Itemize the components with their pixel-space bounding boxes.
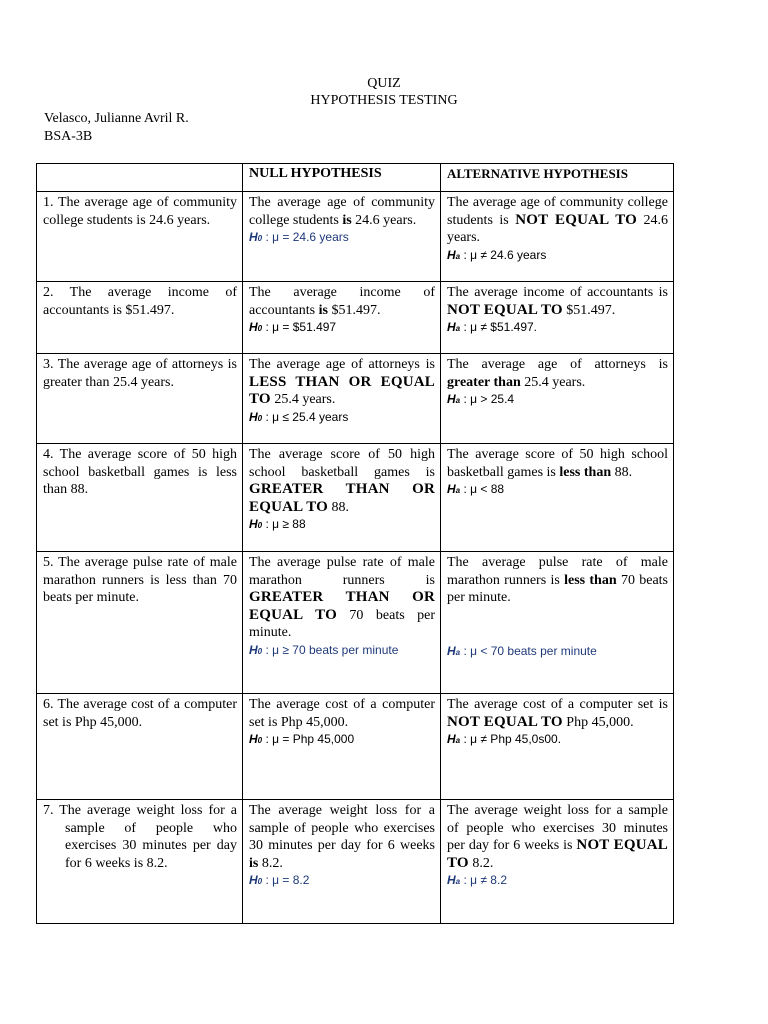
null-text: The average weight loss for a sample of people who exercises 30 minutes per day for 6 weeks: [249, 803, 435, 853]
hypothesis-subscript: 0: [257, 521, 263, 530]
hypothesis-symbol: H: [447, 482, 456, 496]
table-row: [37, 552, 674, 694]
table-header-row: [37, 164, 674, 192]
alternative-hypothesis-cell: [441, 552, 674, 694]
alt-hypothesis-formula: [447, 391, 668, 409]
alt-text: The average age of community college students is: [447, 195, 668, 228]
alternative-hypothesis-cell: [441, 282, 674, 354]
alternative-hypothesis-cell: [441, 354, 674, 444]
null-emphasis: is: [249, 855, 259, 871]
alt-hypothesis-formula: [447, 247, 668, 265]
alt-emphasis: less than: [564, 572, 617, 588]
table-row: [37, 800, 674, 924]
statement-cell: [37, 192, 243, 282]
formula-text: μ = 8.2: [272, 873, 310, 887]
null-text: The average income of accountants: [249, 285, 435, 318]
alt-text-end: 24.6 years.: [447, 212, 669, 245]
hypothesis-table: [36, 163, 674, 924]
null-hypothesis-cell: [243, 282, 441, 354]
hypothesis-subscript: a: [455, 396, 461, 405]
hypothesis-symbol: H: [249, 732, 258, 746]
null-hypothesis-formula: [249, 409, 435, 427]
statement-text: 3. The average age of attorneys is greater than 25.4 years.: [43, 357, 237, 390]
hypothesis-subscript: 0: [257, 413, 263, 423]
hypothesis-symbol: H: [249, 230, 258, 244]
alt-emphasis: greater than: [447, 374, 521, 390]
null-text: The average age of attorneys is: [249, 357, 435, 372]
null-hypothesis-cell: [243, 444, 441, 552]
hypothesis-subscript: a: [455, 736, 461, 745]
statement-cell: [37, 800, 243, 924]
formula-text: μ ≠ Php 45,0s00.: [470, 732, 562, 746]
alt-hypothesis-formula: [447, 319, 668, 337]
statement-cell: [37, 444, 243, 552]
alternative-hypothesis-cell: [441, 444, 674, 552]
student-name: Velasco, Julianne Avril R.: [44, 111, 189, 126]
alternative-hypothesis-cell: [441, 192, 674, 282]
statement-cell: [37, 694, 243, 800]
null-text: The average age of community college students: [249, 195, 435, 228]
statement-text: 4. The average score of 50 high school basketball games is less than 88.: [43, 447, 237, 497]
page-title: QUIZ: [367, 76, 401, 91]
hypothesis-symbol: H: [447, 320, 456, 334]
alt-emphasis: NOT EQUAL TO: [515, 211, 638, 228]
null-emphasis: is: [318, 302, 328, 318]
null-hypothesis-formula: [249, 642, 435, 660]
null-hypothesis-formula: [249, 731, 435, 749]
null-hypothesis-cell: [243, 552, 441, 694]
null-hypothesis-formula: [249, 872, 435, 890]
alt-text: The average score of 50 high school basketball games is: [447, 447, 668, 480]
null-text-end: 8.2.: [258, 855, 283, 871]
hypothesis-subscript: 0: [257, 324, 263, 333]
hypothesis-symbol: H: [249, 873, 258, 887]
alt-hypothesis-formula: [447, 643, 668, 661]
page-subtitle: HYPOTHESIS TESTING: [310, 93, 458, 108]
alt-emphasis: less than: [559, 464, 612, 480]
alt-hypothesis-formula: [447, 481, 668, 499]
formula-separator: :: [262, 642, 273, 657]
hypothesis-symbol: H: [447, 732, 456, 746]
hypothesis-symbol: H: [249, 642, 258, 657]
alt-hypothesis-formula: [447, 872, 668, 890]
alt-emphasis: NOT EQUAL TO: [447, 837, 668, 871]
null-text-end: 88.: [328, 499, 349, 515]
formula-separator: :: [262, 732, 273, 746]
hypothesis-subscript: 0: [257, 646, 263, 656]
formula-text: μ ≠ $51.497.: [470, 320, 538, 334]
null-hypothesis-formula: [249, 516, 435, 534]
null-text-end: 70 beats per minute.: [249, 607, 435, 640]
hypothesis-symbol: H: [249, 517, 258, 531]
alt-text: The average weight loss for a sample of people who exercises 30 minutes per day for 6 weeks is: [447, 803, 668, 853]
statement-text: 7. The average weight loss for a sample of people who exercises 30 minutes per day for 6 weeks is 8.2.: [43, 803, 237, 871]
null-emphasis: is: [342, 212, 352, 228]
hypothesis-subscript: a: [455, 251, 461, 261]
hypothesis-symbol: H: [447, 392, 456, 406]
null-hypothesis-cell: [243, 694, 441, 800]
formula-separator: :: [262, 409, 273, 424]
hypothesis-symbol: H: [249, 320, 258, 334]
alt-text-end: 8.2.: [468, 855, 494, 871]
null-hypothesis-cell: [243, 800, 441, 924]
formula-text: μ ≠ 8.2: [470, 873, 507, 887]
alternative-hypothesis-cell: [441, 800, 674, 924]
table-row: [37, 444, 674, 552]
alt-emphasis: NOT EQUAL TO: [447, 713, 563, 730]
alt-text-end: 25.4 years.: [520, 374, 586, 390]
header-alternative: ALTERNATIVE HYPOTHESIS: [441, 164, 674, 192]
null-hypothesis-formula: [249, 229, 435, 247]
statement-text: 5. The average pulse rate of male marathon runners is less than 70 beats per minute.: [43, 555, 237, 605]
null-text: The average score of 50 high school basketball games is: [249, 447, 435, 480]
table-row: [37, 354, 674, 444]
statement-cell: [37, 282, 243, 354]
alternative-hypothesis-cell: [441, 694, 674, 800]
hypothesis-symbol: H: [447, 247, 456, 262]
table-row: [37, 192, 674, 282]
formula-separator: :: [460, 482, 471, 496]
alt-text: The average cost of a computer set is: [447, 697, 668, 712]
hypothesis-subscript: a: [455, 647, 461, 657]
null-text-end: 24.6 years.: [351, 212, 417, 228]
null-text-end: 25.4 years.: [270, 392, 336, 407]
formula-separator: :: [460, 732, 471, 746]
alt-text-end: 88.: [611, 464, 633, 480]
alt-text: The average income of accountants is: [447, 285, 668, 300]
hypothesis-subscript: 0: [257, 234, 263, 243]
formula-text: μ ≠ 24.6 years: [470, 247, 547, 262]
formula-text: μ < 88: [470, 482, 505, 496]
formula-separator: :: [460, 643, 471, 658]
formula-separator: :: [460, 873, 471, 887]
null-hypothesis-cell: [243, 192, 441, 282]
student-section: BSA-3B: [44, 129, 93, 144]
table-row: [37, 694, 674, 800]
formula-text: μ ≥ 88: [272, 517, 306, 531]
null-text-end: $51.497.: [327, 302, 381, 318]
formula-text: μ < 70 beats per minute: [470, 643, 597, 658]
null-emphasis: GREATER THAN OR EQUAL TO: [249, 589, 435, 623]
formula-text: μ > 25.4: [470, 392, 515, 406]
formula-text: μ = Php 45,000: [272, 732, 355, 746]
hypothesis-subscript: a: [455, 324, 461, 333]
statement-text: 1. The average age of community college students is 24.6 years.: [43, 195, 237, 228]
alt-text: The average pulse rate of male marathon runners is: [447, 555, 668, 588]
null-hypothesis-formula: [249, 319, 435, 337]
formula-text: μ = $51.497: [272, 320, 337, 334]
hypothesis-symbol: H: [447, 873, 456, 887]
formula-separator: :: [262, 230, 273, 244]
hypothesis-symbol: H: [249, 409, 258, 424]
formula-text: μ = 24.6 years: [272, 230, 349, 244]
formula-separator: :: [460, 392, 471, 406]
null-emphasis: GREATER THAN OR EQUAL TO: [249, 481, 435, 515]
alt-text-end: 70 beats per minute.: [447, 572, 669, 605]
formula-text: μ ≥ 70 beats per minute: [272, 642, 399, 657]
alt-text-end: $51.497.: [562, 302, 616, 318]
statement-cell: [37, 552, 243, 694]
alt-text: The average age of attorneys is: [447, 357, 668, 372]
statement-text: 2. The average income of accountants is $51.497.: [43, 285, 237, 318]
alt-hypothesis-formula: [447, 731, 668, 749]
alt-text-end: Php 45,000.: [562, 714, 634, 730]
hypothesis-subscript: 0: [257, 877, 263, 886]
hypothesis-subscript: a: [455, 486, 461, 495]
hypothesis-symbol: H: [447, 643, 456, 658]
formula-separator: :: [460, 320, 471, 334]
formula-separator: :: [460, 247, 471, 262]
formula-separator: :: [262, 320, 273, 334]
alt-emphasis: NOT EQUAL TO: [447, 301, 563, 318]
null-hypothesis-cell: [243, 354, 441, 444]
null-emphasis: LESS THAN OR EQUAL TO: [249, 373, 435, 407]
null-text: The average pulse rate of male marathon runners is: [249, 555, 435, 588]
header-null: NULL HYPOTHESIS: [243, 164, 441, 192]
null-text: The average cost of a computer set is Php 45,000.: [249, 697, 435, 730]
statement-cell: [37, 354, 243, 444]
formula-separator: :: [262, 873, 273, 887]
hypothesis-subscript: a: [455, 877, 461, 886]
formula-separator: :: [262, 517, 273, 531]
hypothesis-subscript: 0: [257, 736, 263, 745]
header-empty-cell: [37, 164, 243, 192]
table-row: [37, 282, 674, 354]
formula-text: μ ≤ 25.4 years: [272, 409, 349, 424]
statement-text: 6. The average cost of a computer set is Php 45,000.: [43, 697, 237, 730]
